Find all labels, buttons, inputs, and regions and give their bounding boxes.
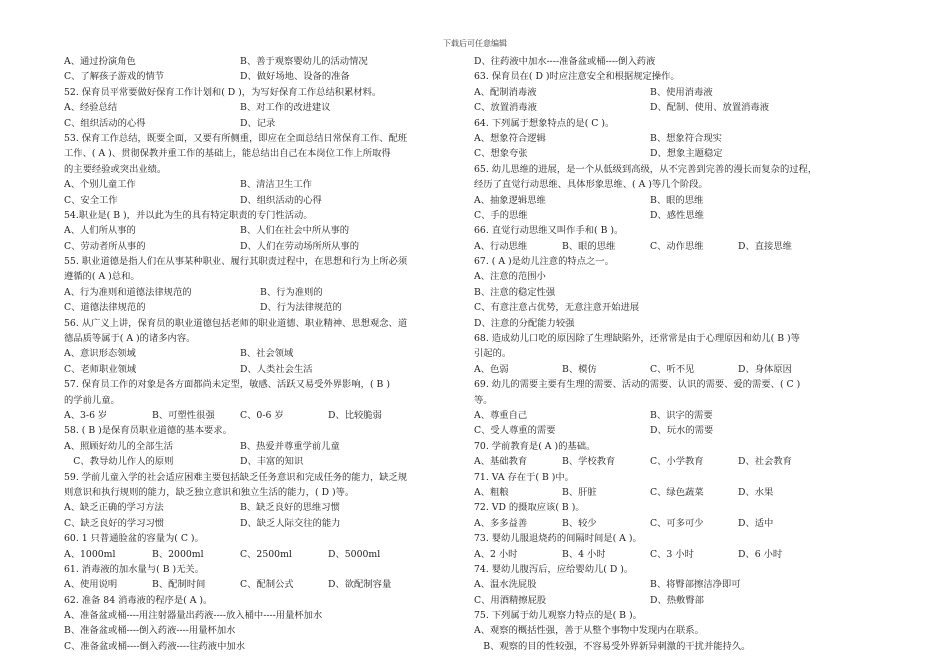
options-line	[64, 500, 449, 515]
question-line: 56. 从广义上讲，保育员的职业道德包括老师的职业道德、职业精神、思想观念、道	[64, 317, 408, 329]
options-line	[64, 346, 449, 361]
options-line	[64, 362, 449, 377]
answer-option: B、社会领域	[240, 348, 294, 360]
answer-option: A、人们所从事的	[64, 225, 136, 237]
answer-option: B、2000ml	[152, 548, 204, 560]
question-line: 等。	[474, 394, 493, 406]
question-line: 54.职业是( B )，并以此为生的具有特定职责的专门性活动。	[64, 209, 313, 221]
answer-option: D、比较脆弱	[328, 409, 382, 421]
answer-option: C、配制公式	[240, 579, 294, 591]
question-line: 55. 职业道德是指人们在从事某种职业、履行其职责过程中，在思想和行为上所必须	[64, 256, 408, 268]
question-line: D、往药液中加水----准备盆或桶----倒入药液	[474, 56, 656, 67]
answer-option: A、经验总结	[64, 102, 118, 114]
options-line	[474, 577, 886, 592]
question-line: B、准备盆或桶----倒入药液----用量杯加水	[64, 625, 236, 637]
options-line	[474, 146, 886, 161]
answer-option: D、热敷臀部	[650, 594, 704, 606]
answer-option: A、抽象逻辑思维	[474, 194, 546, 206]
answer-option: A、基础教育	[474, 456, 528, 468]
answer-option: C、组织活动的心得	[64, 117, 146, 129]
options-line	[64, 408, 449, 423]
answer-option: A、配制消毒液	[474, 86, 537, 98]
question-line: 57. 保育员工作的对象是各方面都尚未定型，敏感、活跃又易受外界影响，( B )	[64, 379, 390, 391]
options-line	[64, 223, 449, 238]
question-line: 59. 学前儿童入学的社会适应困难主要包括缺乏任务意识和完成任务的能力，缺乏规	[64, 471, 408, 483]
answer-option: C、老师职业领域	[64, 363, 137, 375]
answer-option: D、想象主题稳定	[650, 148, 723, 160]
question-line: 德品质等属于( A )的诸多内容。	[64, 333, 196, 345]
answer-option: A、照顾好幼儿的全部生活	[64, 440, 173, 452]
answer-option: C、0-6 岁	[240, 409, 284, 421]
answer-option: B、4 小时	[562, 548, 606, 560]
right-column	[474, 54, 886, 654]
answer-option: C、绿色蔬菜	[650, 486, 704, 498]
question-line: 工作、( A )、贯彻保教并重工作的基础上，能总结出自己在本岗位工作上所取得	[64, 148, 391, 160]
answer-option: A、温水洗屁股	[474, 579, 537, 591]
answer-option: D、社会教育	[738, 456, 792, 468]
question-line: 73. 婴幼儿服退烧药的间隔时间是( A )。	[474, 533, 642, 545]
answer-option: D、水果	[738, 486, 774, 498]
answer-option: A、行为准则和道德法律规范的	[64, 286, 192, 298]
question-line: B、观察的目的性较强，不容易受外界新异刺激的干扰并能持久。	[474, 640, 751, 652]
answer-option: C、3 小时	[650, 548, 694, 560]
answer-option: D、感性思维	[650, 209, 704, 221]
answer-option: D、缺乏人际交往的能力	[240, 517, 341, 529]
options-line	[64, 193, 449, 208]
answer-option: B、眼的思维	[562, 240, 616, 252]
question-line: 71. VA 存在于( B )中。	[474, 471, 574, 483]
options-line	[474, 516, 886, 531]
question-line: B、注意的稳定性强	[474, 286, 556, 298]
options-line	[64, 300, 449, 315]
answer-option: D、人们在劳动场所所从事的	[240, 240, 360, 252]
question-line: 75. 下列属于幼儿观察力特点的是( B )。	[474, 610, 642, 622]
options-line	[64, 239, 449, 254]
question-line: 52. 保育员平常要做好保育工作计划和( D )，为写好保育工作总结积累材料。	[64, 86, 382, 98]
options-line	[474, 100, 886, 115]
page-header: 下载后可任意编辑	[443, 39, 507, 48]
answer-option: D、直接思维	[738, 240, 792, 252]
answer-option: B、模仿	[562, 363, 597, 375]
answer-option: D、人类社会生活	[240, 363, 313, 375]
answer-option: B、热爱并尊重学前儿童	[240, 440, 340, 452]
answer-option: D、玩水的需要	[650, 425, 714, 437]
question-line: D、注意的分配能力较强	[474, 317, 575, 329]
options-line	[474, 408, 886, 423]
left-column	[64, 54, 449, 654]
answer-option: D、记录	[240, 117, 276, 129]
question-line: 65. 幼儿思维的进展，是一个从低级到高级，从不完善到完善的漫长而复杂的过程，	[474, 163, 818, 175]
answer-option: B、行为准则的	[260, 286, 323, 298]
question-line: 的主要经验或突出业绩。	[64, 163, 167, 175]
answer-option: D、组织活动的心得	[240, 194, 322, 206]
answer-option: C、想象夸张	[474, 148, 528, 160]
answer-option: C、听不见	[650, 363, 695, 375]
answer-option: A、3-6 岁	[64, 409, 108, 421]
options-line	[64, 516, 449, 531]
answer-option: A、想象符合逻辑	[474, 132, 546, 144]
options-line	[64, 285, 449, 300]
answer-option: C、道德法律规范的	[64, 302, 146, 314]
options-line	[474, 131, 886, 146]
question-line: 64. 下列属于想象特点的是( C )。	[474, 117, 615, 129]
question-line: 63. 保育员在( D )时应注意安全和根据规定操作。	[474, 71, 680, 83]
question-line: A、观察的概括性强，善于从整个事物中发现内在联系。	[474, 625, 704, 637]
options-line	[64, 116, 449, 131]
answer-option: B、可塑性很强	[152, 409, 215, 421]
answer-option: B、较少	[562, 517, 597, 529]
answer-option: B、清洁卫生工作	[240, 179, 312, 191]
answer-option: C、安全工作	[64, 194, 118, 206]
answer-option: A、多多益善	[474, 517, 528, 529]
answer-option: B、人们在社会中所从事的	[240, 225, 350, 237]
options-line	[64, 577, 449, 592]
options-line	[474, 239, 886, 254]
question-line: A、注意的范围小	[474, 271, 546, 283]
answer-option: C、动作思维	[650, 240, 704, 252]
question-line: 74. 婴幼儿腹泻后，应给婴幼儿( D )。	[474, 563, 634, 575]
answer-option: C、劳动者所从事的	[64, 240, 146, 252]
options-line	[64, 100, 449, 115]
answer-option: D、配制、使用、放置消毒液	[650, 102, 770, 114]
options-line	[474, 423, 886, 438]
answer-option: B、将臀部擦洁净即可	[650, 579, 741, 591]
question-line: 60. 1 只普通脸盆的容量为( C )。	[64, 533, 204, 545]
options-line	[64, 69, 449, 84]
question-line: C、有意注意占优势，无意注意开始进展	[474, 302, 640, 314]
answer-option: B、肝脏	[562, 486, 597, 498]
answer-option: A、使用说明	[64, 579, 118, 591]
answer-option: D、适中	[738, 517, 774, 529]
question-line: 70. 学前教育是( A )的基础。	[474, 440, 596, 452]
options-line	[474, 593, 886, 608]
question-line: A、准备盆或桶----用注射器量出药液----放入桶中----用量杯加水	[64, 610, 323, 622]
question-line: 53. 保育工作总结，既要全面，又要有所侧重，即应在全面总结日常保育工作、配班	[64, 132, 408, 144]
answer-option: A、意识形态领域	[64, 348, 136, 360]
question-line: 62. 准备 84 消毒液的程序是( A )。	[64, 594, 213, 606]
question-line: C、准备盆或桶----倒入药液----往药液中加水	[64, 640, 245, 652]
answer-option: D、欲配制容量	[328, 579, 392, 591]
answer-option: D、6 小时	[738, 548, 783, 560]
question-line: 引起的。	[474, 348, 512, 360]
answer-option: B、使用消毒液	[650, 86, 713, 98]
answer-option: D、丰富的知识	[240, 456, 304, 468]
answer-option: D、做好场地、设备的准备	[240, 71, 350, 83]
answer-option: C、放置消毒液	[474, 102, 537, 114]
answer-option: A、个别儿童工作	[64, 179, 136, 191]
question-line: 69. 幼儿的需要主要有生理的需要、活动的需要、认识的需要、爱的需要、( C )	[474, 379, 801, 391]
answer-option: C、用酒精擦屁股	[474, 594, 547, 606]
answer-option: A、1000ml	[64, 548, 116, 560]
answer-option: C、教导幼儿作人的原则	[64, 456, 174, 468]
answer-option: C、可多可少	[650, 517, 704, 529]
answer-option: B、缺乏良好的思维习惯	[240, 502, 340, 514]
answer-option: B、配制时间	[152, 579, 206, 591]
answer-option: A、粗粮	[474, 486, 509, 498]
question-line: 67. ( A )是幼儿注意的特点之一。	[474, 256, 614, 268]
answer-option: D、5000ml	[328, 548, 381, 560]
options-line	[64, 454, 449, 469]
answer-option: C、缺乏良好的学习习惯	[64, 517, 165, 529]
answer-option: A、2 小时	[474, 548, 518, 560]
answer-option: B、眼的思维	[650, 194, 704, 206]
question-line: 的学前儿童。	[64, 394, 120, 406]
question-line: 72. VD 的摄取应该( B )。	[474, 502, 585, 514]
answer-option: C、手的思维	[474, 209, 528, 221]
options-line	[64, 439, 449, 454]
options-line	[64, 177, 449, 192]
question-line: 经历了直觉行动思维、具体形象思维、( A )等几个阶段。	[474, 179, 708, 191]
answer-option: C、小学教育	[650, 456, 704, 468]
answer-option: C、2500ml	[240, 548, 292, 560]
answer-option: C、了解孩子游戏的情节	[64, 71, 165, 83]
question-line: 58. ( B )是保育员职业道德的基本要求。	[64, 425, 232, 437]
answer-option: C、受人尊重的需要	[474, 425, 556, 437]
answer-option: A、色弱	[474, 363, 509, 375]
options-line	[474, 547, 886, 562]
answer-option: B、善于观察婴幼儿的活动情况	[240, 56, 368, 67]
options-line	[64, 54, 449, 69]
answer-option: B、学校教育	[562, 456, 616, 468]
answer-option: B、想象符合现实	[650, 132, 722, 144]
options-line	[474, 454, 886, 469]
options-line	[64, 547, 449, 562]
options-line	[474, 362, 886, 377]
answer-option: D、身体原因	[738, 363, 792, 375]
question-line: 66. 直觉行动思维又叫作手和( B )。	[474, 225, 624, 237]
options-line	[474, 85, 886, 100]
options-line	[474, 208, 886, 223]
answer-option: A、缺乏正确的学习方法	[64, 502, 164, 514]
question-line: 68. 造成幼儿口吃的原因除了生理缺陷外，还常常是由于心理原因和幼儿( B )等	[474, 333, 800, 345]
options-line	[474, 193, 886, 208]
options-line	[474, 485, 886, 500]
answer-option: A、通过扮演角色	[64, 56, 136, 67]
question-line: 遵循的( A )总和。	[64, 271, 140, 283]
answer-option: B、识字的需要	[650, 409, 713, 421]
answer-option: D、行为法律规范的	[260, 302, 342, 314]
answer-option: B、对工作的改进建议	[240, 102, 331, 114]
question-line: 则意识和执行规则的能力，缺乏独立意识和独立生活的能力，( D )等。	[64, 486, 355, 498]
answer-option: A、尊重自己	[474, 409, 528, 421]
question-line: 61. 消毒液的加水量与( B )无关。	[64, 563, 205, 575]
answer-option: A、行动思维	[474, 240, 528, 252]
